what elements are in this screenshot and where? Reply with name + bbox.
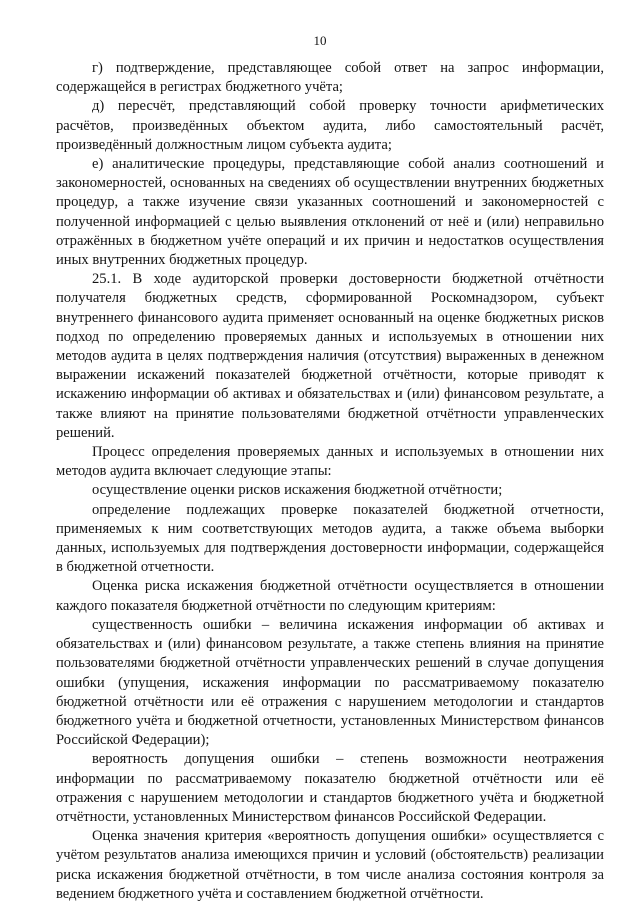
paragraph-analytical-procedures: е) аналитические процедуры, представляющие собой анализ соотношений и закономерностей, основанных на сведениях об осуществлении внутренних бюджетных процедур, а также изучение связи указанных соотношений и закономерностей с полученной информацией с целью выявления отклонений от неё и (или) неправильно отражённых в бюджетном учёте операций и их причин и недостатков осуществления иных внутренних бюджетных процедур. (56, 156, 604, 269)
page-number: 10 (313, 33, 327, 48)
paragraph-probability-criterion: вероятность допущения ошибки – степень возможности неотражения информации по рассматриваемому показателю бюджетной отчётности или её отражения с нарушением методологии и стандартов бюджетного учёта и бюджетной отчётности, установленных Министерством финансов Российской Федерации. (56, 751, 604, 825)
paragraph-25-1: 25.1. В ходе аудиторской проверки достоверности бюджетной отчётности получателя бюджетных средств, сформированной Роскомнадзором, субъект внутреннего финансового аудита применяет основанный на оценке бюджетных рисков подход по определению проверяемых данных и используемых в отношении них методов аудита в целях подтверждения наличия (отсутствия) выраженных в денежном выражении искажений показателей бюджетной отчётности, которые приводят к искажению информации об активах и обязательствах и (или) финансовом результате, а также влияют на принятие пользователями бюджетной отчётности управленческих решений. (56, 271, 604, 441)
paragraph-risk-criteria: Оценка риска искажения бюджетной отчётности осуществляется в отношении каждого показателя бюджетной отчётности по следующим критериям: (56, 578, 604, 614)
paragraph-risk-assessment-stage: осуществление оценки рисков искажения бюджетной отчётности; (92, 482, 503, 499)
paragraph-recalculation: д) пересчёт, представляющий собой проверку точности арифметических расчётов, произведённых объектом аудита, либо самостоятельный расчёт, произведённый должностным лицом субъекта аудита; (56, 98, 604, 153)
paragraph-materiality-criterion: существенность ошибки – величина искажения информации об активах и обязательствах и (или) финансовом результате, а также степень влияния на принятие пользователями бюджетной отчётности управленческих решений в случае допущения ошибки (упущения, искажения информации по рассматриваемому показателю бюджетной отчётности или её отражения с нарушением методологии и стандартов бюджетного учёта и бюджетной отчетности, установленных Министерством финансов Российской Федерации); (56, 616, 604, 749)
paragraph-confirmation: г) подтверждение, представляющее собой ответ на запрос информации, содержащейся в регистрах бюджетного учёта; (56, 60, 604, 96)
paragraph-indicator-selection-stage: определение подлежащих проверке показателей бюджетной отчетности, применяемых к ним соответствующих методов аудита, а также объема выборки данных, используемых для подтверждения достоверности информации, содержащейся в бюджетной отчетности. (56, 501, 604, 576)
document-body (56, 59, 604, 904)
paragraph-process-stages: Процесс определения проверяемых данных и используемых в отношении них методов аудита включает следующие этапы: (56, 444, 604, 480)
paragraph-probability-evaluation: Оценка значения критерия «вероятность допущения ошибки» осуществляется с учётом результатов анализа имеющихся причин и условий (обстоятельств) реализации риска искажения бюджетной отчётности, в том числе анализа состояния контроля за ведением бюджетного учёта и составлением бюджетной отчётности. (56, 828, 604, 902)
